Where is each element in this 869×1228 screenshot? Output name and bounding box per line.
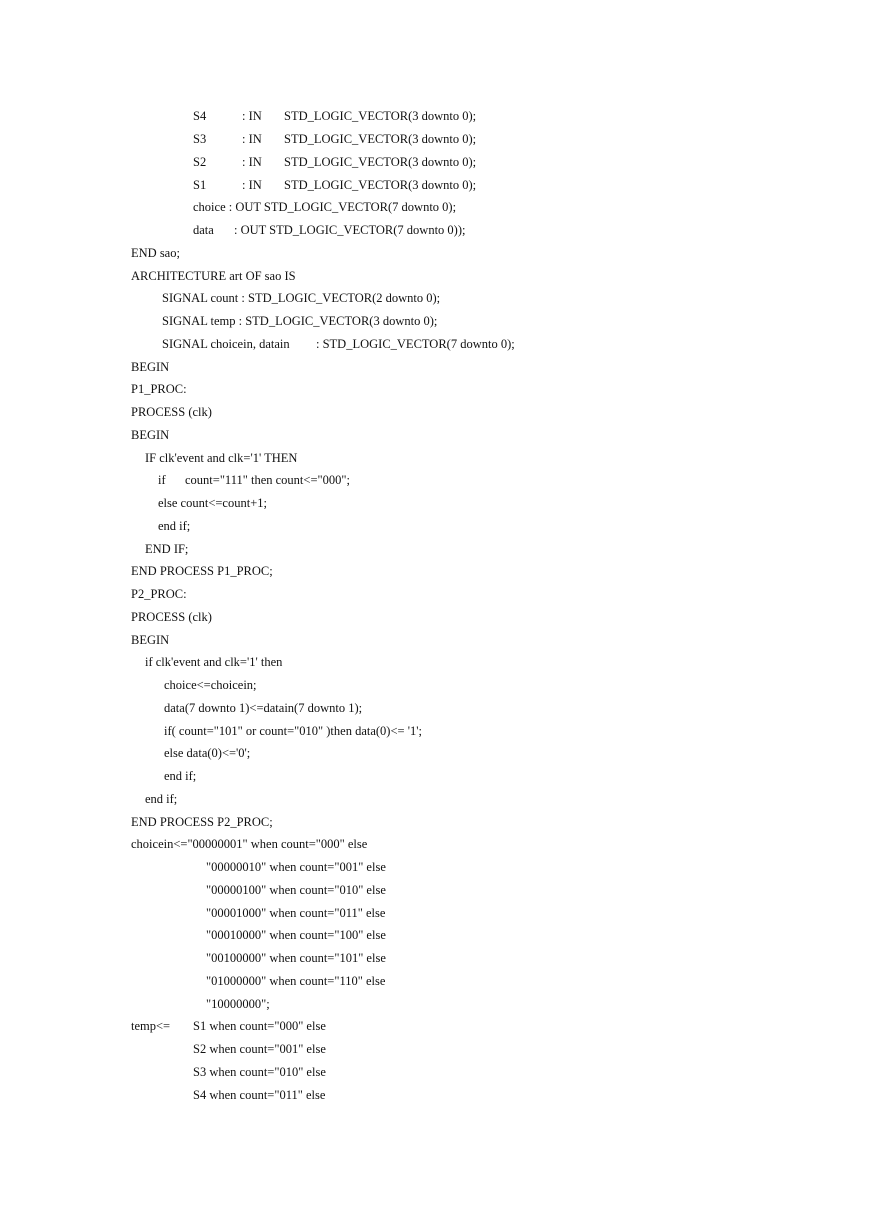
code-line: P1_PROC: bbox=[131, 382, 187, 396]
code-line: "00100000" when count="101" else bbox=[206, 951, 386, 965]
code-line: : IN bbox=[242, 109, 262, 123]
code-line: temp<= bbox=[131, 1019, 171, 1033]
code-line: STD_LOGIC_VECTOR(3 downto 0); bbox=[284, 155, 477, 169]
code-line: choicein<="00000001" when count="000" else bbox=[131, 837, 368, 851]
code-line: data bbox=[193, 223, 214, 237]
code-line: S4 bbox=[193, 109, 207, 123]
code-line: else count<=count+1; bbox=[158, 496, 267, 510]
code-line: : IN bbox=[242, 178, 262, 192]
code-line: BEGIN bbox=[131, 428, 170, 442]
code-line: count="111" then count<="000"; bbox=[185, 473, 350, 487]
code-line: if clk'event and clk='1' then bbox=[145, 655, 283, 669]
code-line: end if; bbox=[158, 519, 191, 533]
code-line: ARCHITECTURE art OF sao IS bbox=[131, 269, 296, 283]
code-line: end if; bbox=[145, 792, 178, 806]
code-line: S3 bbox=[193, 132, 207, 146]
code-line: "10000000"; bbox=[206, 997, 270, 1011]
code-line: : OUT STD_LOGIC_VECTOR(7 downto 0)); bbox=[234, 223, 466, 237]
code-line: STD_LOGIC_VECTOR(3 downto 0); bbox=[284, 132, 477, 146]
code-line: "00000010" when count="001" else bbox=[206, 860, 386, 874]
code-line: STD_LOGIC_VECTOR(3 downto 0); bbox=[284, 178, 477, 192]
code-line: S1 bbox=[193, 178, 207, 192]
code-line: : STD_LOGIC_VECTOR(7 downto 0); bbox=[316, 337, 515, 351]
code-line: PROCESS (clk) bbox=[131, 610, 212, 624]
code-line: S4 when count="011" else bbox=[193, 1088, 326, 1102]
code-line: END PROCESS P1_PROC; bbox=[131, 564, 273, 578]
code-line: end if; bbox=[164, 769, 197, 783]
code-line: S3 when count="010" else bbox=[193, 1065, 326, 1079]
code-line: choice : OUT STD_LOGIC_VECTOR(7 downto 0); bbox=[193, 200, 457, 214]
code-line: S2 when count="001" else bbox=[193, 1042, 326, 1056]
code-line: data(7 downto 1)<=datain(7 downto 1); bbox=[164, 701, 363, 715]
code-line: P2_PROC: bbox=[131, 587, 187, 601]
code-line: END PROCESS P2_PROC; bbox=[131, 815, 273, 829]
code-line: : IN bbox=[242, 155, 262, 169]
code-line: choice<=choicein; bbox=[164, 678, 257, 692]
code-line: if bbox=[158, 473, 166, 487]
code-line: BEGIN bbox=[131, 360, 170, 374]
code-line: "00010000" when count="100" else bbox=[206, 928, 386, 942]
code-line: BEGIN bbox=[131, 633, 170, 647]
code-line: S2 bbox=[193, 155, 207, 169]
code-line: "01000000" when count="110" else bbox=[206, 974, 386, 988]
code-line: S1 when count="000" else bbox=[193, 1019, 326, 1033]
code-line: STD_LOGIC_VECTOR(3 downto 0); bbox=[284, 109, 477, 123]
code-line: END IF; bbox=[145, 542, 189, 556]
code-line: IF clk'event and clk='1' THEN bbox=[145, 451, 298, 465]
code-line: else data(0)<='0'; bbox=[164, 746, 251, 760]
code-line: SIGNAL count : STD_LOGIC_VECTOR(2 downto 0); bbox=[162, 291, 441, 305]
code-line: PROCESS (clk) bbox=[131, 405, 212, 419]
code-line: "00000100" when count="010" else bbox=[206, 883, 386, 897]
code-line: END sao; bbox=[131, 246, 180, 260]
code-line: SIGNAL temp : STD_LOGIC_VECTOR(3 downto 0); bbox=[162, 314, 438, 328]
code-line: : IN bbox=[242, 132, 262, 146]
code-line: SIGNAL choicein, datain bbox=[162, 337, 290, 351]
code-line: if( count="101" or count="010" )then data(0)<= '1'; bbox=[164, 724, 422, 738]
code-line: "00001000" when count="011" else bbox=[206, 906, 386, 920]
